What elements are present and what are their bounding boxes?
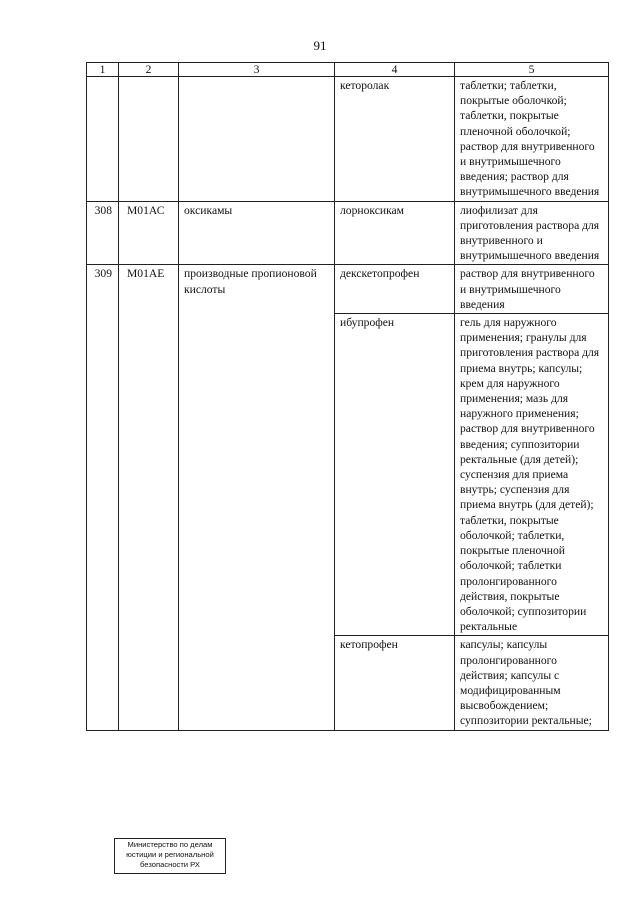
drug-group (179, 77, 335, 202)
drug-name: лорноксикам (335, 201, 455, 265)
atc-code: М01АЕ (119, 265, 179, 730)
table-row (87, 265, 609, 314)
medication-table (86, 62, 609, 731)
drug-name: декскетопрофен (335, 265, 455, 314)
table-row (87, 201, 609, 265)
stamp-line-2: юстиции и региональной (126, 850, 214, 859)
row-number: 308 (87, 201, 119, 265)
dosage-forms: гель для наружного применения; гранулы для приготовления раствора для приема внутрь; капсулы; крем для наружного применения; мазь для наружного применения; раствор для внутривенного введения; суппозитории ректальные (для детей); суспензия для приема внутрь; суспензия для приема внутрь (для детей); таблетки, покрытые оболочкой; таблетки, покрытые пленочной оболочкой; таблетки пролонгированного действия, покрытые оболочкой; суппозитории ректальные (455, 314, 609, 636)
table-row (87, 77, 609, 202)
drug-group: оксикамы (179, 201, 335, 265)
dosage-forms: лиофилизат для приготовления раствора для внутривенного и внутримышечного введения (455, 201, 609, 265)
stamp-line-3: безопасности РХ (140, 860, 200, 869)
header-col-3: 3 (179, 63, 335, 77)
table-header-row (87, 63, 609, 77)
drug-name: кетопрофен (335, 636, 455, 730)
header-col-4: 4 (335, 63, 455, 77)
dosage-forms: капсулы; капсулы пролонгированного действия; капсулы с модифицированным высвобождением; суппозитории ректальные; (455, 636, 609, 730)
drug-name: кеторолак (335, 77, 455, 202)
drug-name: ибупрофен (335, 314, 455, 636)
header-col-5: 5 (455, 63, 609, 77)
row-number: 309 (87, 265, 119, 730)
dosage-forms: раствор для внутривенного и внутримышечного введения (455, 265, 609, 314)
dosage-forms: таблетки; таблетки, покрытые оболочкой; таблетки, покрытые пленочной оболочкой; раствор для внутривенного и внутримышечного введения; раствор для внутримышечного введения (455, 77, 609, 202)
header-col-1: 1 (87, 63, 119, 77)
row-number (87, 77, 119, 202)
atc-code: М01АС (119, 201, 179, 265)
page-number: 91 (313, 38, 327, 53)
atc-code (119, 77, 179, 202)
stamp-line-1: Министерство по делам (127, 840, 213, 849)
header-col-2: 2 (119, 63, 179, 77)
drug-group: производные пропионовой кислоты (179, 265, 335, 730)
ministry-stamp (114, 838, 226, 874)
